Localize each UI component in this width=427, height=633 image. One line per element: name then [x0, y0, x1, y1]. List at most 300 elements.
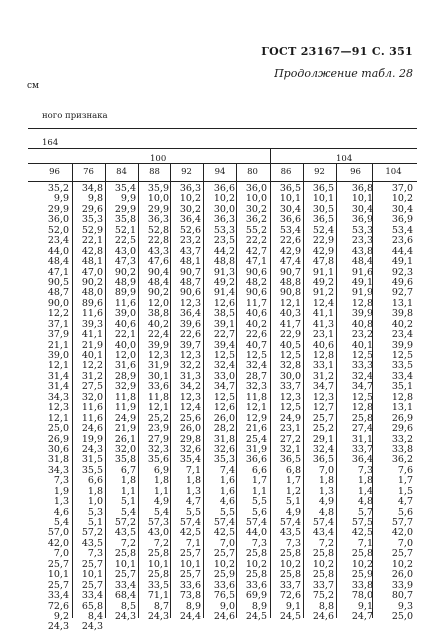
table-cell: 30,4	[391, 203, 413, 215]
table-cell: 12,5	[279, 402, 301, 414]
table-cell: 10,2	[213, 558, 235, 570]
table-cell: 10,2	[213, 193, 235, 205]
table-cell: 90,2	[114, 266, 136, 278]
table-cell: 11,8	[114, 391, 136, 403]
table-cell: 12,3	[279, 391, 301, 403]
table-cell: 24,4	[179, 610, 201, 622]
table-cell: 57,4	[179, 517, 201, 528]
table-cell: 7,0	[53, 548, 69, 560]
table-cell: 43,5	[114, 527, 136, 539]
table-cell: 24,3	[47, 621, 69, 633]
table-cell: 57,4	[245, 517, 267, 528]
table-cell: 1,7	[251, 475, 267, 487]
table-cell: 36,3	[179, 183, 201, 194]
data-column	[205, 184, 235, 622]
table-cell: 30,6	[47, 443, 69, 455]
table-cell: 55,2	[245, 224, 267, 236]
table-cell: 33,7	[312, 579, 334, 591]
table-cell: 27,5	[81, 381, 103, 393]
table-cell: 31,8	[47, 454, 69, 466]
table-cell: 11,6	[114, 297, 136, 309]
table-cell: 7,3	[357, 464, 373, 476]
table-cell: 43,4	[312, 527, 334, 539]
table-cell: 1,1	[251, 485, 267, 497]
table-cell: 6,9	[153, 464, 169, 476]
table-cell: 19,9	[81, 433, 103, 445]
table-cell: 31,4	[47, 381, 69, 393]
table-cell: 91,1	[312, 266, 334, 278]
data-column	[140, 184, 169, 622]
table-cell: 39,9	[351, 308, 373, 320]
table-cell: 32,4	[245, 360, 267, 372]
table-cell: 41,1	[312, 308, 334, 320]
table-cell: 33,6	[245, 579, 267, 591]
table-cell: 26,0	[179, 423, 201, 435]
table-cell: 32,1	[279, 443, 301, 455]
column-header: 96	[350, 167, 361, 177]
table-cell: 8,9	[185, 600, 201, 612]
table-cell: 49,2	[213, 276, 235, 288]
table-cell: 1,8	[185, 475, 201, 487]
table-cell: 12,5	[391, 350, 413, 361]
table-cell: 8,8	[318, 600, 334, 612]
table-cell: 34,2	[179, 381, 201, 393]
table-cell: 27,2	[279, 433, 301, 445]
table-cell: 36,6	[245, 454, 267, 466]
table-cell: 90,6	[179, 287, 201, 299]
table-cell: 43,7	[179, 245, 201, 257]
table-cell: 23,2	[351, 329, 373, 341]
table-cell: 49,1	[351, 276, 373, 288]
table-cell: 44,0	[245, 527, 267, 539]
table-cell: 28,2	[213, 423, 235, 435]
table-cell: 7,3	[251, 537, 267, 549]
table-cell: 30,2	[245, 203, 267, 215]
table-cell: 31,8	[213, 433, 235, 445]
table-cell: 35,3	[213, 454, 235, 466]
table-cell: 7,1	[357, 537, 373, 549]
table-cell: 24,6	[312, 610, 334, 622]
table-cell: 25,7	[179, 548, 201, 560]
table-cell: 73,8	[179, 590, 201, 602]
data-column	[305, 184, 334, 622]
table-cell: 43,0	[147, 527, 169, 539]
table-cell: 31,2	[312, 370, 334, 382]
table-cell: 35,1	[391, 381, 413, 393]
table-cell: 21,6	[245, 423, 267, 435]
table-cell: 12,8	[312, 350, 334, 361]
table-cell: 39,1	[213, 318, 235, 330]
table-cell: 31,9	[245, 443, 267, 455]
table-cell: 36,5	[312, 214, 334, 226]
table-cell: 29,6	[391, 423, 413, 435]
table-cell: 34,3	[47, 391, 69, 403]
table-cell: 22,9	[279, 329, 301, 341]
table-cell: 30,2	[179, 203, 201, 215]
table-cell: 33,6	[179, 579, 201, 591]
table-cell: 7,2	[318, 537, 334, 549]
table-cell: 12,4	[179, 402, 201, 414]
table-cell: 90,5	[47, 276, 69, 288]
table-cell: 6,6	[251, 464, 267, 476]
table-cell: 24,9	[279, 412, 301, 424]
table-cell: 33,5	[391, 360, 413, 372]
table-cell: 5,5	[251, 496, 267, 508]
table-cell: 44,4	[391, 245, 413, 257]
column-header: 94	[214, 167, 226, 177]
table-cell: 41,1	[81, 329, 103, 341]
table-cell: 7,2	[153, 537, 169, 549]
table-cell: 31,3	[179, 370, 201, 382]
table-cell: 36,2	[245, 214, 267, 226]
table-cell: 42,5	[179, 527, 201, 539]
table-cell: 57,5	[351, 517, 373, 528]
table-cell: 22,5	[114, 235, 136, 247]
table-cell: 52,9	[81, 224, 103, 236]
table-cell: 12,2	[81, 360, 103, 372]
group-label-100: 100	[150, 154, 167, 164]
table-cell: 49,1	[391, 256, 413, 268]
table-cell: 53,3	[351, 224, 373, 236]
table-cell: 10,2	[279, 558, 301, 570]
table-cell: 11,6	[81, 412, 103, 424]
column-header: 104	[385, 167, 402, 177]
table-cell: 33,7	[279, 381, 301, 393]
table-cell: 29,9	[114, 203, 136, 215]
table-cell: 36,0	[245, 183, 267, 194]
table-cell: 32,3	[245, 381, 267, 393]
table-cell: 42,5	[351, 527, 373, 539]
table-cell: 91,9	[351, 287, 373, 299]
table-cell: 36,4	[351, 454, 373, 466]
table-cell: 7,1	[185, 464, 201, 476]
table-cell: 36,9	[351, 214, 373, 226]
table-cell: 31,1	[351, 433, 373, 445]
table-cell: 39,3	[81, 318, 103, 330]
table-cell: 23,2	[179, 235, 201, 247]
table-cell: 23,1	[279, 423, 301, 435]
table-cell: 23,3	[351, 235, 373, 247]
table-cell: 49,2	[312, 276, 334, 288]
table-cell: 39,6	[179, 318, 201, 330]
table-cell: 75,2	[312, 590, 334, 602]
table-cell: 12,3	[312, 391, 334, 403]
table-cell: 25,8	[312, 569, 334, 581]
table-cell: 40,1	[351, 339, 373, 351]
table-cell: 35,5	[81, 464, 103, 476]
table-cell: 42,7	[245, 245, 267, 257]
table-cell: 8,4	[87, 610, 103, 622]
table-cell: 4,7	[397, 496, 413, 508]
column-divider	[203, 163, 204, 618]
column-header: 92	[314, 167, 325, 177]
table-cell: 22,6	[279, 235, 301, 247]
table-cell: 12,1	[245, 402, 267, 414]
table-cell: 7,2	[120, 537, 136, 549]
table-cell: 12,1	[47, 412, 69, 424]
column-divider	[138, 163, 139, 618]
column-divider	[336, 163, 337, 618]
table-cell: 42,9	[312, 245, 334, 257]
table-cell: 10,1	[47, 569, 69, 581]
table-cell: 43,3	[147, 245, 169, 257]
table-cell: 12,3	[179, 350, 201, 361]
table-cell: 7,0	[219, 537, 235, 549]
table-cell: 32,4	[312, 443, 334, 455]
table-cell: 36,6	[279, 214, 301, 226]
table-cell: 4,6	[219, 496, 235, 508]
table-cell: 33,4	[47, 590, 69, 602]
table-cell: 89,6	[81, 297, 103, 309]
table-cell: 26,0	[391, 569, 413, 581]
table-cell: 5,7	[357, 506, 373, 518]
table-cell: 23,9	[147, 423, 169, 435]
table-cell: 22,6	[245, 329, 267, 341]
table-cell: 90,7	[179, 266, 201, 278]
table-cell: 44,0	[47, 245, 69, 257]
table-cell: 32,8	[279, 360, 301, 372]
table-cell: 65,8	[81, 600, 103, 612]
table-cell: 53,4	[391, 224, 413, 236]
column-header: 80	[247, 167, 258, 177]
table-cell: 36,3	[213, 214, 235, 226]
column-header: 84	[116, 167, 127, 177]
table-cell: 1,6	[219, 485, 235, 497]
data-column	[374, 184, 413, 622]
column-divider	[72, 163, 73, 618]
table-cell: 10,1	[147, 558, 169, 570]
table-cell: 25,8	[245, 548, 267, 560]
table-cell: 40,6	[312, 339, 334, 351]
table-cell: 21,9	[114, 423, 136, 435]
table-cell: 5,4	[53, 517, 69, 528]
table-cell: 57,4	[213, 517, 235, 528]
table-cell: 35,4	[179, 454, 201, 466]
table-cell: 10,1	[114, 558, 136, 570]
table-cell: 4,9	[318, 496, 334, 508]
column-divider	[170, 163, 171, 618]
table-cell: 21,1	[47, 339, 69, 351]
table-cell: 7,3	[53, 475, 69, 487]
table-cell: 31,5	[81, 454, 103, 466]
rule-header-bottom	[28, 181, 417, 182]
table-cell: 25,8	[279, 569, 301, 581]
table-cell: 43,8	[351, 245, 373, 257]
table-cell: 35,6	[147, 454, 169, 466]
table-cell: 23,6	[391, 235, 413, 247]
table-cell: 4,8	[318, 506, 334, 518]
table-cell: 5,6	[397, 506, 413, 518]
table-cell: 48,8	[213, 256, 235, 268]
table-cell: 34,3	[47, 464, 69, 476]
table-cell: 1,0	[87, 496, 103, 508]
table-cell: 31,2	[81, 370, 103, 382]
table-cell: 33,9	[391, 579, 413, 591]
table-cell: 8,7	[153, 600, 169, 612]
table-cell: 47,8	[312, 256, 334, 268]
table-cell: 91,2	[312, 287, 334, 299]
table-cell: 10,2	[179, 193, 201, 205]
table-cell: 9,9	[53, 193, 69, 205]
table-cell: 9,1	[357, 600, 373, 612]
table-cell: 91,6	[351, 266, 373, 278]
table-cell: 32,4	[213, 360, 235, 372]
rule-subheader	[28, 163, 417, 164]
table-cell: 40,2	[245, 318, 267, 330]
table-cell: 48,0	[81, 287, 103, 299]
table-cell: 30,0	[213, 203, 235, 215]
table-cell: 11,8	[245, 391, 267, 403]
table-cell: 57,0	[47, 527, 69, 539]
table-cell: 25,7	[81, 579, 103, 591]
column-header: 86	[280, 167, 292, 177]
table-cell: 40,1	[81, 350, 103, 361]
table-cell: 68,4	[114, 590, 136, 602]
table-cell: 36,4	[179, 214, 201, 226]
table-cell: 72,6	[279, 590, 301, 602]
table-cell: 1,5	[397, 485, 413, 497]
table-cell: 25,6	[179, 412, 201, 424]
table-cell: 33,7	[351, 443, 373, 455]
table-cell: 39,9	[147, 339, 169, 351]
table-cell: 32,9	[114, 381, 136, 393]
table-cell: 4,8	[357, 496, 373, 508]
table-cell: 40,5	[279, 339, 301, 351]
table-cell: 80,7	[391, 590, 413, 602]
table-cell: 24,6	[81, 423, 103, 435]
table-cell: 92,7	[391, 287, 413, 299]
table-cell: 33,6	[213, 579, 235, 591]
table-cell: 10,2	[351, 558, 373, 570]
table-continuation-label: Продолжение табл. 28	[274, 67, 413, 80]
table-cell: 36,3	[147, 214, 169, 226]
data-column	[40, 184, 69, 633]
table-cell: 8,9	[251, 600, 267, 612]
table-cell: 10,1	[279, 193, 301, 205]
table-cell: 31,6	[114, 360, 136, 372]
table-cell: 48,9	[114, 276, 136, 288]
table-cell: 30,1	[147, 370, 169, 382]
table-cell: 30,5	[312, 203, 334, 215]
table-cell: 12,1	[47, 360, 69, 372]
table-cell: 25,7	[47, 579, 69, 591]
table-cell: 21,9	[81, 339, 103, 351]
column-header: 76	[83, 167, 94, 177]
table-cell: 40,6	[245, 308, 267, 320]
table-cell: 10,2	[245, 558, 267, 570]
table-cell: 92,3	[391, 266, 413, 278]
table-cell: 36,4	[179, 308, 201, 320]
table-cell: 22,4	[147, 329, 169, 341]
table-cell: 10,1	[312, 193, 334, 205]
table-cell: 48,8	[279, 276, 301, 288]
table-cell: 12,0	[147, 297, 169, 309]
table-cell: 57,3	[147, 517, 169, 528]
table-cell: 5,4	[120, 506, 136, 518]
table-cell: 38,8	[147, 308, 169, 320]
table-cell: 5,6	[251, 506, 267, 518]
table-cell: 40,7	[245, 339, 267, 351]
table-cell: 40,8	[351, 318, 373, 330]
table-cell: 1,6	[219, 475, 235, 487]
table-cell: 78,0	[351, 590, 373, 602]
data-column	[238, 184, 267, 622]
table-cell: 1,8	[318, 475, 334, 487]
table-cell: 43,5	[279, 527, 301, 539]
table-cell: 12,6	[213, 402, 235, 414]
table-cell: 12,1	[147, 402, 169, 414]
table-cell: 33,4	[81, 590, 103, 602]
table-cell: 47,3	[114, 256, 136, 268]
table-cell: 36,5	[312, 183, 334, 194]
table-cell: 35,8	[114, 214, 136, 226]
table-cell: 10,2	[391, 193, 413, 205]
table-cell: 90,6	[245, 287, 267, 299]
table-cell: 10,1	[179, 558, 201, 570]
table-cell: 5,4	[153, 506, 169, 518]
table-cell: 1,4	[357, 485, 373, 497]
table-cell: 69,9	[245, 590, 267, 602]
table-cell: 35,4	[114, 183, 136, 194]
table-cell: 38,5	[213, 308, 235, 320]
table-cell: 5,1	[120, 496, 136, 508]
table-cell: 47,1	[47, 266, 69, 278]
table-cell: 25,8	[147, 548, 169, 560]
table-cell: 13,1	[391, 297, 413, 309]
table-cell: 33,5	[147, 579, 169, 591]
table-cell: 44,2	[213, 245, 235, 257]
column-divider	[303, 163, 304, 618]
table-cell: 12,1	[279, 297, 301, 309]
table-cell: 42,9	[279, 245, 301, 257]
table-cell: 12,0	[114, 350, 136, 361]
table-cell: 25,7	[47, 558, 69, 570]
table-cell: 90,0	[47, 297, 69, 309]
table-cell: 9,2	[53, 610, 69, 622]
table-cell: 7,1	[185, 537, 201, 549]
table-cell: 37,9	[47, 329, 69, 341]
table-cell: 12,5	[351, 350, 373, 361]
table-cell: 33,6	[147, 381, 169, 393]
table-cell: 89,9	[114, 287, 136, 299]
table-cell: 71,1	[147, 590, 169, 602]
table-cell: 9,1	[285, 600, 301, 612]
table-cell: 25,9	[213, 569, 235, 581]
table-cell: 36,0	[47, 214, 69, 226]
table-cell: 22,1	[114, 329, 136, 341]
table-cell: 12,8	[351, 402, 373, 414]
table-cell: 41,7	[279, 318, 301, 330]
table-cell: 13,1	[391, 402, 413, 414]
table-cell: 42,5	[213, 527, 235, 539]
table-cell: 12,3	[147, 350, 169, 361]
table-cell: 90,2	[81, 276, 103, 288]
table-cell: 53,3	[213, 224, 235, 236]
table-cell: 10,1	[351, 193, 373, 205]
table-cell: 24,9	[114, 412, 136, 424]
table-cell: 26,9	[391, 412, 413, 424]
table-cell: 43,0	[114, 245, 136, 257]
table-cell: 12,8	[391, 391, 413, 403]
table-cell: 25,2	[147, 412, 169, 424]
table-cell: 12,7	[312, 402, 334, 414]
table-cell: 57,2	[114, 517, 136, 528]
table-cell: 22,2	[245, 235, 267, 247]
table-cell: 1,1	[120, 485, 136, 497]
value-164: 164	[42, 138, 59, 148]
data-column	[74, 184, 103, 633]
table-cell: 4,7	[185, 496, 201, 508]
